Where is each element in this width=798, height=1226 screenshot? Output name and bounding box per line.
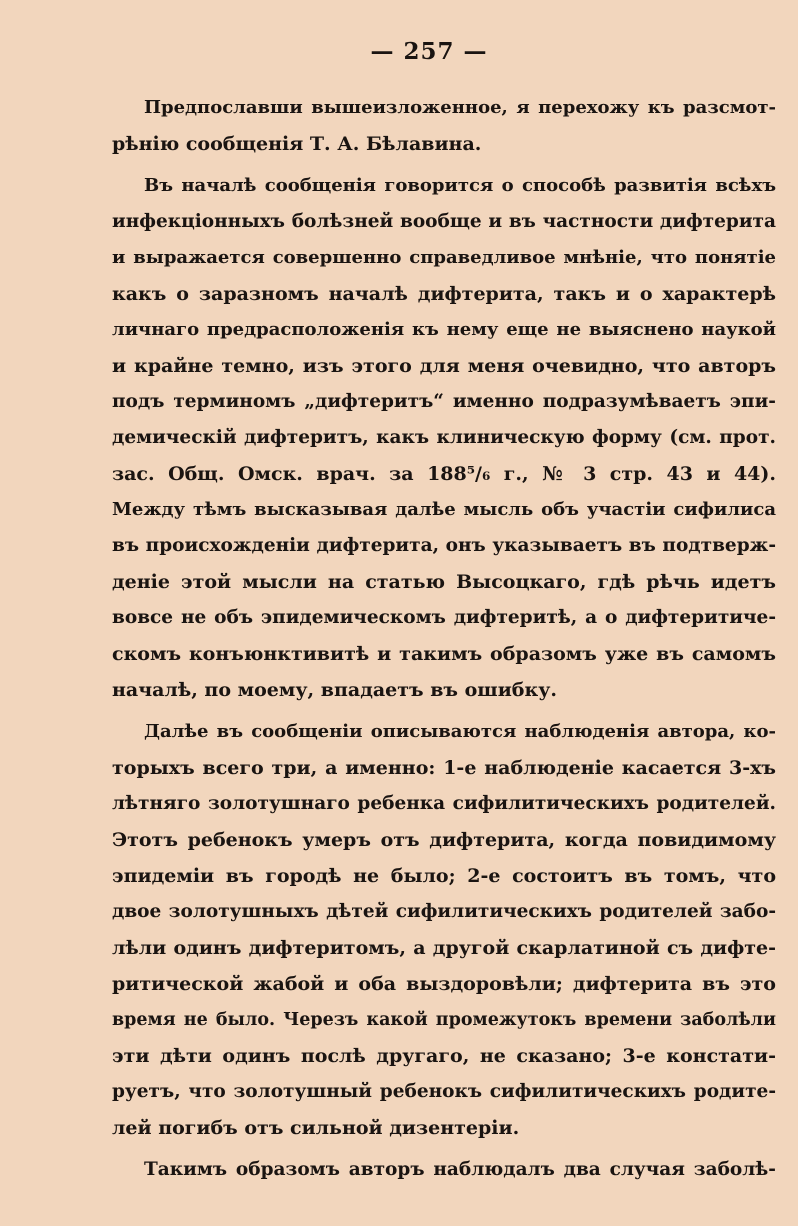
paragraph-4 xyxy=(112,1152,776,1188)
text-line: какъ о заразномъ началѣ дифтерита, такъ и о характерѣ xyxy=(112,283,776,305)
text-line: и крайне темно, изъ этого для меня очевидно, что авторъ xyxy=(112,355,776,377)
text-line: Въ началѣ сообщенія говорится о способѣ развитія всѣхъ xyxy=(144,175,776,196)
text-line: въ происхожденіи дифтерита, онъ указываетъ въ подтверж- xyxy=(112,535,776,556)
text-line: подъ терминомъ „дифтеритъ“ именно подразумѣваетъ эпи- xyxy=(112,391,776,412)
text-line: двое золотушныхъ дѣтей сифилитическихъ родителей забо- xyxy=(112,901,776,922)
text-line: рѣнію сообщенія Т. А. Бѣлавина. xyxy=(112,133,482,155)
text-line: ритической жабой и оба выздоровѣли; дифтерита въ это xyxy=(112,973,776,995)
text-line: Между тѣмъ высказывая далѣе мысль объ участіи сифилиса xyxy=(112,499,776,520)
text-line: Такимъ образомъ авторъ наблюдалъ два случая заболѣ- xyxy=(144,1159,776,1180)
text-line: торыхъ всего три, а именно: 1-е наблюденіе касается 3-хъ xyxy=(112,757,776,779)
text-line: и выражается совершенно справедливое мнѣніе, что понятіе xyxy=(112,247,776,268)
text-line: личнаго предрасположенія къ нему еще не выяснено наукой xyxy=(112,319,776,340)
text-line: эпидеміи въ городѣ не было; 2-е состоитъ въ томъ, что xyxy=(112,865,776,887)
text-line: зас. Общ. Омск. врач. за 188⁵/₆ г., № 3 стр. 43 и 44). xyxy=(112,463,776,485)
text-line: лей погибъ отъ сильной дизентеріи. xyxy=(112,1117,520,1139)
text-line: Предпославши вышеизложенное, я перехожу къ разсмот- xyxy=(144,97,776,118)
text-line: Далѣе въ сообщеніи описываются наблюденія автора, ко- xyxy=(144,721,776,742)
paragraph-2 xyxy=(112,168,776,708)
text-line: руетъ, что золотушный ребенокъ сифилитическихъ родите- xyxy=(112,1081,776,1102)
text-line: эти дѣти одинъ послѣ другаго, не сказано; 3-е констати- xyxy=(112,1045,776,1067)
paragraph-1 xyxy=(112,90,776,162)
text-line: демическій дифтеритъ, какъ клиническую форму (см. прот. xyxy=(112,427,776,448)
text-line: инфекціонныхъ болѣзней вообще и въ частности дифтерита xyxy=(112,211,776,232)
text-line: началѣ, по моему, впадаетъ въ ошибку. xyxy=(112,679,557,701)
text-line: лѣтняго золотушнаго ребенка сифилитическихъ родителей. xyxy=(112,793,776,814)
text-line: лѣли одинъ дифтеритомъ, а другой скарлатиной съ дифте- xyxy=(112,937,776,959)
text-line: время не было. Черезъ какой промежутокъ времени заболѣли xyxy=(112,1010,776,1030)
text-line: деніе этой мысли на статью Высоцкаго, гдѣ рѣчь идетъ xyxy=(112,571,776,593)
text-line: Этотъ ребенокъ умеръ отъ дифтерита, когда повидимому xyxy=(112,829,776,851)
text-line: скомъ конъюнктивитѣ и такимъ образомъ уже въ самомъ xyxy=(112,643,776,665)
body-text xyxy=(112,90,776,1188)
text-line: вовсе не объ эпидемическомъ дифтеритѣ, а о дифтеритиче- xyxy=(112,607,776,628)
paragraph-3 xyxy=(112,714,776,1146)
page-number: — 257 — xyxy=(370,38,488,65)
